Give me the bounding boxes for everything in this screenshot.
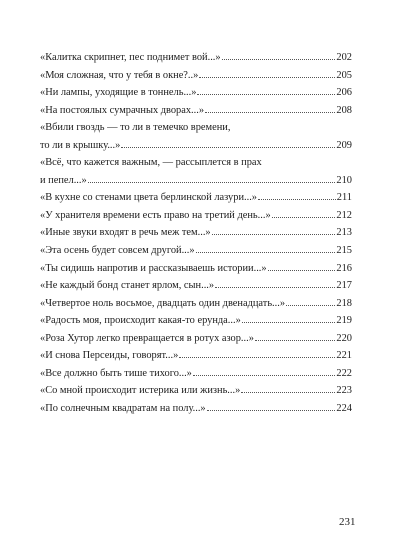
toc-entry-title: то ли в крышку...» <box>40 139 121 151</box>
toc-entry-page: 218 <box>336 297 352 309</box>
toc-entry-page: 213 <box>336 227 352 239</box>
table-of-contents <box>40 49 352 417</box>
toc-entry-title: «Ты сидишь напротив и рассказываешь истории...» <box>40 262 267 274</box>
toc-entry-title: «Ни лампы, уходящие в тоннель...» <box>40 87 197 99</box>
dot-leader <box>286 305 335 306</box>
toc-entry-page: 219 <box>336 315 352 327</box>
toc-entry <box>40 207 352 225</box>
toc-entry-page: 224 <box>336 402 352 414</box>
toc-entry <box>40 67 352 85</box>
toc-entry-page: 209 <box>336 139 352 151</box>
dot-leader <box>199 77 335 78</box>
toc-entry-title: «Четвертое ноль восьмое, двадцать один двенадцать...» <box>40 297 286 309</box>
dot-leader <box>215 287 335 288</box>
toc-entry-title: «Все должно быть тише тихого...» <box>40 367 192 379</box>
toc-entry-title: «Роза Хутор легко превращается в ротух азор...» <box>40 332 254 344</box>
toc-entry-page: 208 <box>336 104 352 116</box>
toc-entry-page: 221 <box>336 350 352 362</box>
toc-entry <box>40 400 352 418</box>
toc-entry <box>40 242 352 260</box>
toc-entry <box>40 347 352 365</box>
toc-entry <box>40 102 352 120</box>
toc-entry-title: «Иные звуки входят в речь меж тем...» <box>40 227 211 239</box>
toc-entry-page: 217 <box>336 280 352 292</box>
dot-leader <box>197 94 335 95</box>
toc-entry-title: «Радость моя, происходит какая-то ерунда...» <box>40 315 241 327</box>
dot-leader <box>205 112 335 113</box>
toc-entry-page: 211 <box>336 192 352 204</box>
toc-entry-title: «Со мной происходит истерика или жизнь...» <box>40 385 241 397</box>
toc-entry-page: 210 <box>336 174 352 186</box>
toc-entry-title: «По солнечным квадратам на полу...» <box>40 402 206 414</box>
dot-leader <box>268 270 336 271</box>
toc-entry <box>40 312 352 330</box>
toc-entry-title: «В кухне со стенами цвета берлинской лазури...» <box>40 192 257 204</box>
toc-entry <box>40 189 352 207</box>
dot-leader <box>242 322 336 323</box>
toc-entry <box>40 137 352 155</box>
dot-leader <box>241 392 335 393</box>
toc-entry-page: 205 <box>336 69 352 81</box>
toc-entry-title: «Эта осень будет совсем другой...» <box>40 245 195 257</box>
toc-entry-first-line: «Вбили гвоздь — то ли в темечко времени, <box>40 122 231 134</box>
dot-leader <box>222 59 336 60</box>
dot-leader <box>121 147 335 148</box>
page-number: 231 <box>339 516 356 528</box>
toc-entry-title: «Не каждый бонд станет ярлом, сын...» <box>40 280 215 292</box>
toc-entry-title: «Моя сложная, что у тебя в окне?..» <box>40 69 199 81</box>
dot-leader <box>193 375 336 376</box>
toc-entry <box>40 330 352 348</box>
toc-entry-page: 215 <box>336 245 352 257</box>
toc-entry <box>40 277 352 295</box>
toc-entry-first-line: «Всё, что кажется важным, — рассыплется в прах <box>40 157 262 169</box>
toc-entry-page: 216 <box>336 262 352 274</box>
toc-entry <box>40 365 352 383</box>
toc-entry-title: и пепел...» <box>40 174 87 186</box>
toc-entry-page: 206 <box>336 87 352 99</box>
dot-leader <box>88 182 336 183</box>
toc-entry-title: «У хранителя времени есть право на третий день...» <box>40 209 271 221</box>
toc-entry <box>40 382 352 400</box>
dot-leader <box>258 199 336 200</box>
toc-entry <box>40 49 352 67</box>
toc-entry <box>40 172 352 190</box>
toc-entry <box>40 84 352 102</box>
dot-leader <box>212 234 336 235</box>
toc-entry <box>40 295 352 313</box>
toc-entry <box>40 224 352 242</box>
toc-entry-page: 220 <box>336 332 352 344</box>
toc-entry <box>40 260 352 278</box>
toc-entry-page: 212 <box>336 209 352 221</box>
toc-entry-page: 223 <box>336 385 352 397</box>
dot-leader <box>196 252 336 253</box>
toc-entry-title: «На постоялых сумрачных дворах...» <box>40 104 205 116</box>
toc-entry-title: «Калитка скрипнет, пес поднимет вой...» <box>40 52 221 63</box>
dot-leader <box>207 410 336 411</box>
dot-leader <box>179 357 335 358</box>
toc-entry-title: «И снова Персеиды, говорят...» <box>40 350 179 362</box>
dot-leader <box>272 217 336 218</box>
toc-entry-page: 202 <box>336 52 352 63</box>
dot-leader <box>255 340 335 341</box>
toc-entry-page: 222 <box>336 367 352 379</box>
